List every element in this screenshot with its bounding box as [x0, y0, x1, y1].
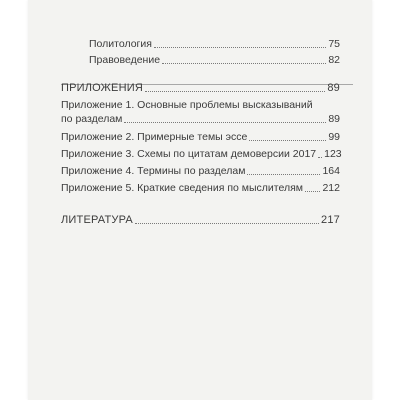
- toc-entry-page: 123: [324, 148, 342, 160]
- dot-leader: [135, 223, 319, 224]
- toc-section-title: ЛИТЕРАТУРА: [61, 214, 133, 226]
- toc-entry-appendix-1-line2: [61, 113, 340, 125]
- toc-entry-page: 212: [322, 182, 340, 194]
- toc-entry-title: Приложение 5. Краткие сведения по мыслителям: [61, 182, 303, 194]
- toc-entry-page: 217: [321, 214, 340, 226]
- toc-entry-page: 82: [328, 54, 340, 66]
- toc-entry-page: 164: [322, 165, 340, 177]
- toc-entry-appendix-1-line1: [61, 99, 340, 111]
- dot-leader: [249, 140, 326, 141]
- toc-entry-page: 89: [327, 82, 340, 94]
- toc-entry-title: Приложение 3. Схемы по цитатам демоверсии 2017: [61, 148, 317, 160]
- dot-leader: [154, 47, 326, 48]
- dot-leader: [247, 174, 320, 175]
- toc-entry-title: Политология: [89, 38, 152, 50]
- toc-entry-title: Правоведение: [89, 54, 161, 66]
- toc-section-appendices: [61, 82, 340, 94]
- toc-entry-law: [89, 54, 340, 66]
- book-page: [28, 0, 372, 400]
- toc-entry-appendix-3: [61, 148, 340, 160]
- toc-entry-appendix-2: [61, 131, 340, 143]
- toc-entry-page: 99: [328, 131, 340, 143]
- toc-entry-page: 75: [328, 38, 340, 50]
- dot-leader: [318, 157, 322, 158]
- toc-entry-appendix-4: [61, 165, 340, 177]
- dot-leader: [162, 63, 326, 64]
- dot-leader: [145, 91, 325, 92]
- toc-entry-title: Приложение 4. Термины по разделам: [61, 165, 246, 177]
- toc-entry-title: Приложение 2. Примерные темы эссе: [61, 131, 248, 143]
- toc-section-title: ПРИЛОЖЕНИЯ: [61, 82, 143, 94]
- toc-entry-politology: [89, 38, 340, 50]
- dot-leader: [305, 191, 320, 192]
- toc-section-literature: [61, 214, 340, 226]
- dot-leader: [124, 122, 326, 123]
- toc-entry-page: 89: [328, 113, 340, 125]
- toc-entry-title: Приложение 1. Основные проблемы высказываний: [61, 99, 313, 111]
- toc-entry-title-continued: по разделам: [61, 113, 123, 125]
- toc-entry-appendix-5: [61, 182, 340, 194]
